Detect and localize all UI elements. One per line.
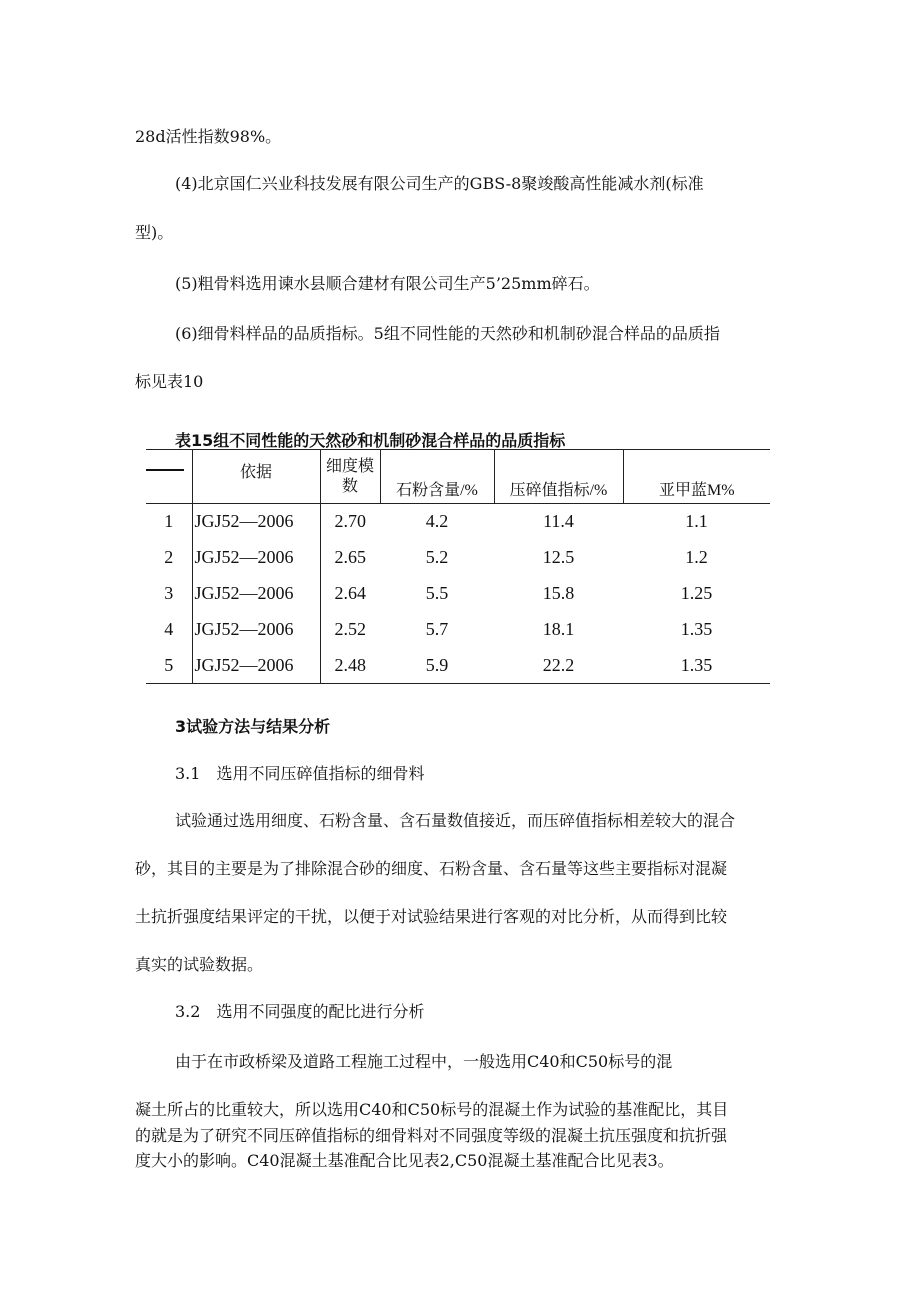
cell-stone-powder: 4.2: [425, 511, 449, 532]
header-crushing-value: 压碎值指标/%: [494, 450, 623, 504]
cell-no: 3: [164, 583, 174, 603]
cell-crushing: 11.4: [543, 511, 574, 532]
cell-no: 1: [164, 511, 174, 532]
cell-no: 5: [146, 648, 192, 684]
cell-basis: JGJ52—2006: [192, 540, 320, 576]
cell-crushing: 15.8: [542, 583, 575, 603]
table-caption: 表15组不同性能的天然砂和机制砂混合样品的品质指标: [175, 431, 566, 450]
quality-index-table: [146, 449, 770, 684]
cell-crushing: 22.2: [494, 648, 623, 684]
cell-mb: 1.35: [680, 619, 713, 639]
section-3-heading: 3试验方法与结果分析: [175, 717, 331, 736]
cell-fineness: 2.65: [320, 540, 380, 576]
table-row: [146, 504, 770, 540]
section-3-1-line: 土抗折强度结果评定的干扰，以便于对试验结果进行客观的对比分析，从而得到比较: [135, 907, 728, 926]
cell-basis: JGJ52—2006: [192, 504, 320, 540]
cell-basis: JGJ52—2006: [192, 612, 320, 648]
cell-crushing: 18.1: [542, 619, 575, 639]
section-3-2-line: 度大小的影响。C40混凝土基准配合比见表2,C50混凝土基准配合比见表3。: [135, 1151, 674, 1170]
table-row: [146, 612, 770, 648]
paragraph-28d-activity: 28d活性指数98%。: [135, 127, 282, 146]
cell-fineness: 2.52: [320, 612, 380, 648]
cell-no: 2: [164, 547, 174, 567]
cell-stone-powder: 5.2: [425, 547, 449, 567]
section-3-1-line: 试验通过选用细度、石粉含量、含石量数值接近，而压碎值指标相差较大的混合: [175, 811, 736, 830]
table-row: [146, 540, 770, 576]
section-3-1-line: 砂，其目的主要是为了排除混合砂的细度、石粉含量、含石量等这些主要指标对混凝: [135, 859, 728, 878]
cell-fineness: 2.70: [320, 504, 380, 540]
header-basis: 依据: [192, 450, 320, 504]
cell-mb: 1.35: [623, 648, 770, 684]
cell-no: 4: [164, 619, 174, 639]
cell-basis: JGJ52—2006: [192, 576, 320, 612]
cell-mb: 1.1: [685, 511, 708, 532]
section-3-2-line: 由于在市政桥梁及道路工程施工过程中，一般选用C40和C50标号的混: [175, 1052, 673, 1071]
cell-mb: 1.2: [685, 547, 708, 567]
table-row: [146, 648, 770, 684]
cell-fineness: 2.48: [320, 648, 380, 684]
cell-fineness: 2.64: [320, 576, 380, 612]
section-3-2-line: 的就是为了研究不同压碎值指标的细骨料对不同强度等级的混凝土抗压强度和抗折强: [135, 1126, 728, 1145]
paragraph-water-reducer-cont: 型)。: [135, 223, 174, 242]
section-3-1-line: 真实的试验数据。: [135, 955, 264, 974]
section-3-2-title: 3.2 选用不同强度的配比进行分析: [175, 1002, 425, 1021]
paragraph-coarse-aggregate: (5)粗骨料选用谏水县顺合建材有限公司生产5’25mm碎石。: [175, 274, 600, 293]
paragraph-water-reducer: (4)北京国仁兴业科技发展有限公司生产的GBS-8聚竣酸高性能减水剂(标准: [175, 174, 704, 193]
section-3-2-line: 凝土所占的比重较大，所以选用C40和C50标号的混凝土作为试验的基准配比，其目: [135, 1100, 729, 1119]
cell-stone-powder: 5.9: [380, 648, 494, 684]
cell-stone-powder: 5.5: [425, 583, 449, 603]
cell-stone-powder: 5.7: [425, 619, 449, 639]
cell-mb: 1.25: [680, 583, 713, 603]
header-number-dash: [146, 450, 192, 504]
header-fineness: [320, 450, 380, 504]
table-row: [146, 576, 770, 612]
header-stone-powder: 石粉含量/%: [380, 450, 494, 504]
header-fineness-line1: 细度模: [325, 457, 374, 475]
paragraph-fine-aggregate-cont: 标见表10: [135, 372, 204, 391]
paragraph-fine-aggregate: (6)细骨料样品的品质指标。5组不同性能的天然砂和机制砂混合样品的品质指: [175, 324, 720, 343]
header-fineness-line2: 数: [341, 477, 358, 495]
cell-crushing: 12.5: [542, 547, 575, 567]
section-3-1-title: 3.1 选用不同压碎值指标的细骨料: [175, 764, 425, 783]
cell-basis: JGJ52—2006: [192, 648, 320, 684]
table-header-row: [146, 450, 770, 504]
header-methylene-blue: 亚甲蓝M%: [623, 450, 770, 504]
